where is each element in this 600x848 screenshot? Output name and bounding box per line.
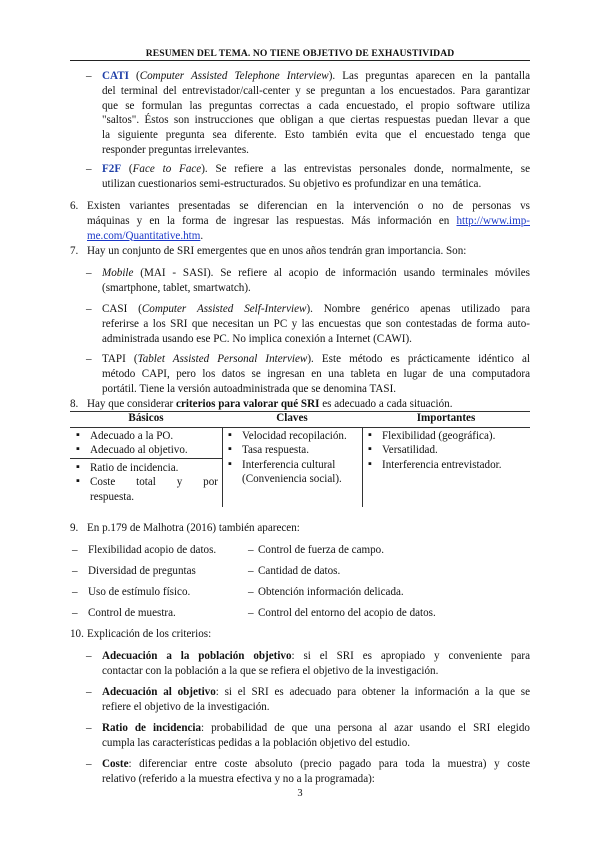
list-item: Obtención información delicada. (258, 586, 404, 598)
f2f-paragraph: F2F (Face to Face). Se refiere a las entrevistas personales donde, normalmente, se utilizan cuestionarios semi-estructurados. Su objetivo es profundizar en una temática. (102, 163, 530, 190)
tapi-paragraph: TAPI (Tablet Assisted Personal Interview). Este método es prácticamente idéntico al método CAPI, pero los datos se ingresan en una tableta en lugar de una computadora portátil. Tiene la versión autoadministrada que se denomina TASI. (102, 353, 530, 395)
basicos-bottom-cell (76, 461, 218, 504)
item-number: 8. (70, 398, 79, 410)
item-number: 9. (70, 522, 79, 534)
adecuacion-objetivo-paragraph: Adecuación al objetivo: si el SRI es adecuado para obtener la información a la que se refiere el objetivo de la investigación. (102, 686, 530, 713)
list-item: Control de muestra. (88, 607, 176, 619)
list-item: ▪ Coste total y por respuesta. (76, 475, 218, 504)
bullet-dash: – (86, 353, 92, 365)
criteria-emphasis: criterios para valorar qué SRI (176, 398, 320, 410)
list-item: ▪ Adecuado al objetivo. (76, 443, 218, 457)
header-rule (70, 60, 530, 61)
bullet-dash: – (86, 70, 92, 82)
bullet-dash: – (86, 686, 92, 698)
bullet-dash: – (72, 586, 78, 598)
imp-me-link[interactable]: http://www.imp- (456, 214, 530, 227)
table-header-rule (70, 427, 530, 428)
list-item: Uso de estímulo físico. (88, 586, 191, 598)
bullet-dash: – (72, 607, 78, 619)
tapi-expansion: Tablet Assisted Personal Interview (137, 353, 308, 365)
list-item: Control de fuerza de campo. (258, 544, 384, 556)
table-header-importantes: Importantes (416, 412, 476, 424)
list-item: ▪ Interferencia entrevistador. (368, 458, 528, 472)
f2f-label: F2F (102, 163, 122, 175)
list-item: Flexibilidad acopio de datos. (88, 544, 217, 556)
bullet-dash: – (72, 544, 78, 556)
ratio-paragraph: Ratio de incidencia: probabilidad de que una persona al azar usando el SRI elegido cumpla las características pedidas a la población objetivo del estudio. (102, 722, 530, 749)
table-column-divider (222, 427, 223, 507)
adecuacion-po-paragraph: Adecuación a la población objetivo: si el SRI es apropiado y conveniente para contactar con la población a la que se refiera el objetivo de la investigación. (102, 650, 530, 677)
importantes-cell (368, 429, 528, 472)
cati-expansion: Computer Assisted Telephone Interview (139, 70, 329, 82)
f2f-expansion: Face to Face (132, 163, 202, 175)
cati-paragraph: CATI (Computer Assisted Telephone Interview). Las preguntas aparecen en la pantalla del terminal del entrevistador/call-center y se preguntan a los encuestados. Para garantizar que se formulan las preguntas correctas a cada encuestado, el propio software utiliza "saltos". Éstos son instrucciones que obligan a que ciertas respuestas puedan llevar a que la siguiente pregunta sea diferente. Esto también evita que el encuestado tenga que responder preguntas irrelevantes. (102, 70, 530, 156)
mobile-paragraph: Mobile (MAI - SASI). Se refiere al acopio de información usando terminales móviles (smartphone, tablet, smartwatch). (102, 267, 530, 294)
bullet-dash: – (86, 267, 92, 279)
bullet-dash: – (248, 565, 254, 577)
table-header-basicos: Básicos (128, 412, 164, 424)
imp-me-link-continued[interactable]: me.com/Quantitative.htm (87, 229, 201, 242)
claves-cell (228, 429, 360, 487)
item-number: 10. (70, 628, 84, 640)
bullet-dash: – (72, 565, 78, 577)
item-number: 7. (70, 245, 79, 257)
bullet-dash: – (86, 650, 92, 662)
item8-intro: Hay que considerar criterios para valorar qué SRI es adecuado a cada situación. (87, 398, 453, 410)
list-item: ▪ Velocidad recopilación. (228, 429, 360, 443)
list-item: Diversidad de preguntas (88, 565, 196, 577)
item6-paragraph: Existen variantes presentadas se diferencian en la intervención o no de personas vs máquinas y en la forma de ingresar las respuestas. Más información en http://www.imp- me.com/Quantitative.htm. (87, 200, 530, 242)
item7-intro: Hay un conjunto de SRI emergentes que en unos años tendrán gran importancia. Son: (87, 245, 467, 257)
item9-intro: En p.179 de Malhotra (2016) también aparecen: (87, 522, 300, 534)
bullet-dash: – (86, 303, 92, 315)
list-item: ▪ Flexibilidad (geográfica). (368, 429, 528, 443)
list-item: Control del entorno del acopio de datos. (258, 607, 436, 619)
table-header-claves: Claves (276, 412, 308, 424)
bullet-dash: – (248, 586, 254, 598)
bullet-dash: – (86, 722, 92, 734)
list-item: ▪ Adecuado a la PO. (76, 429, 218, 443)
bullet-dash: – (248, 544, 254, 556)
mobile-name: Mobile (102, 267, 134, 279)
list-item: ▪ Tasa respuesta. (228, 443, 360, 457)
casi-paragraph: CASI (Computer Assisted Self-Interview). Nombre genérico apenas utilizado para referirse a los SRI que necesitan un PC y las encuestas que son contestadas de forma auto- administrada usando ese PC. No implica conexión a Internet (CAWI). (102, 303, 531, 345)
item10-intro: Explicación de los criterios: (87, 628, 212, 640)
list-item: ▪ Versatilidad. (368, 443, 528, 457)
list-item: Cantidad de datos. (258, 565, 341, 577)
coste-paragraph: Coste: diferenciar entre coste absoluto (precio pagado para toda la muestra) y coste relativo (referido a la muestra efectiva y no a la programada): (102, 758, 530, 785)
cati-label: CATI (102, 70, 129, 82)
bullet-dash: – (248, 607, 254, 619)
casi-expansion: Computer Assisted Self-Interview (141, 303, 307, 315)
basicos-top-cell (76, 429, 218, 458)
table-column-divider (362, 427, 363, 507)
bullet-dash: – (86, 163, 92, 175)
page-header: RESUMEN DEL TEMA. NO TIENE OBJETIVO DE EXHAUSTIVIDAD (145, 48, 455, 59)
list-item: ▪ Ratio de incidencia. (76, 461, 218, 475)
list-item: ▪ Interferencia cultural (Conveniencia social). (228, 458, 360, 487)
item-number: 6. (70, 200, 79, 212)
table-inner-rule (70, 458, 222, 459)
page-number: 3 (297, 788, 303, 799)
bullet-dash: – (86, 758, 92, 770)
